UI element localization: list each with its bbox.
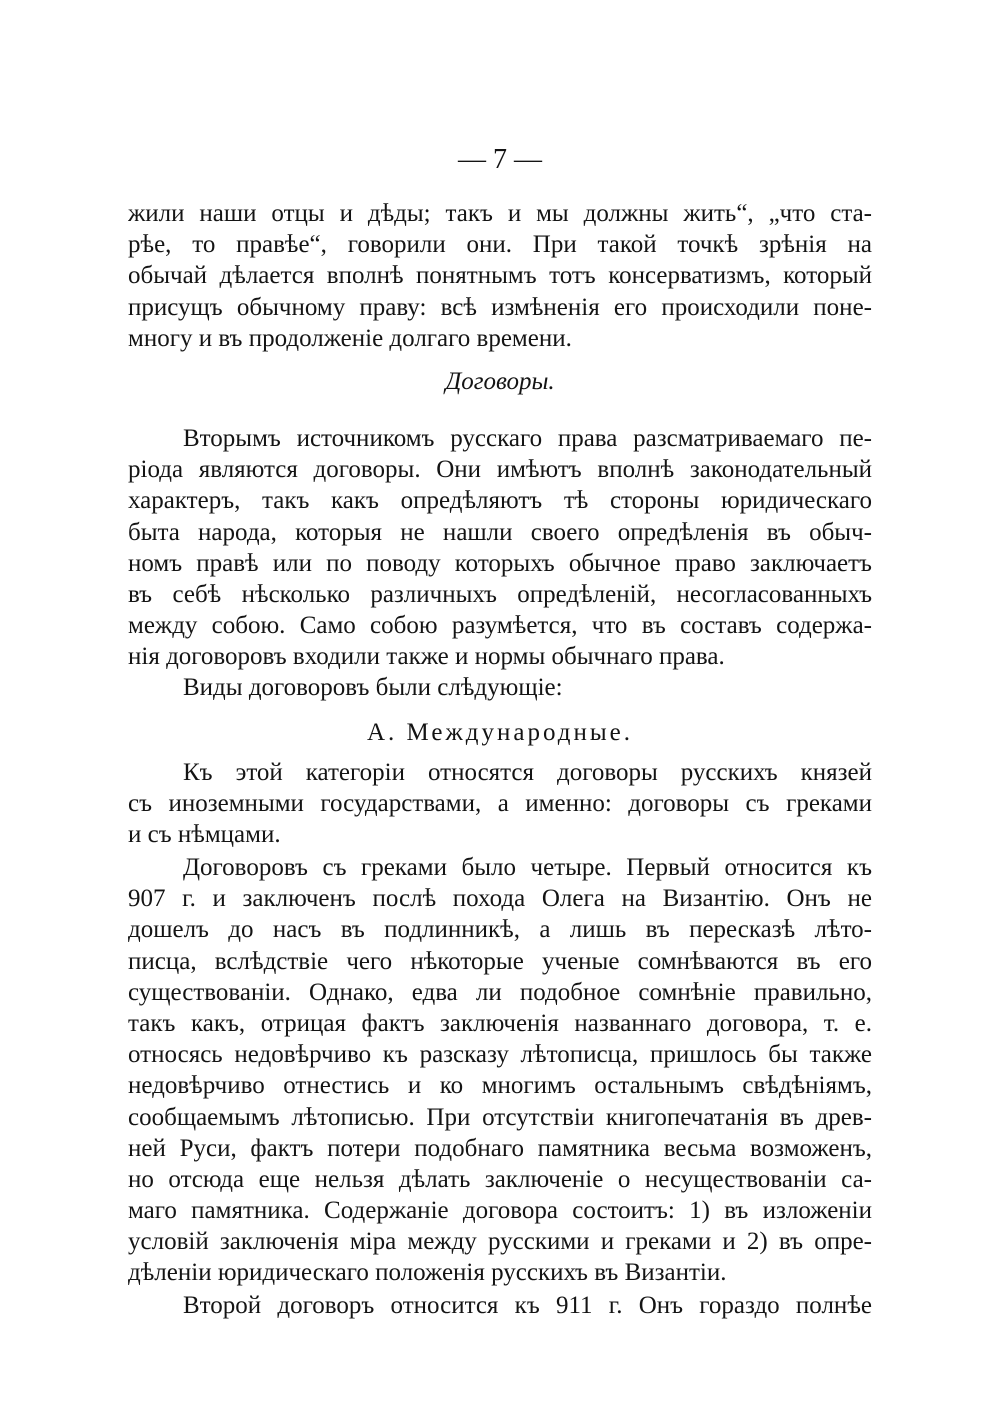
text-line: жили наши отцы и дѣды; такъ и мы должны жить“, „что ста- <box>128 200 872 227</box>
text-line: и съ нѣмцами. <box>128 821 281 849</box>
text-line: писца, вслѣдствіе чего нѣкоторые ученые сомнѣваются въ его <box>128 947 872 975</box>
paragraph-4 <box>128 757 872 851</box>
text-line: рѣе, то правѣе“, говорили они. При такой точкѣ зрѣнія на <box>128 231 872 259</box>
text-line: недовѣрчиво отнестись и ко многимъ остальнымъ свѣдѣніямъ, <box>128 1072 872 1100</box>
page-number: — 7 — <box>458 144 542 175</box>
text-line: въ себѣ нѣсколько различныхъ опредѣленій, несогласованныхъ <box>128 580 872 608</box>
text-line: ней Руси, фактъ потери подобнаго памятника весьма возможенъ, <box>128 1134 872 1162</box>
text-line: нія договоровъ входили также и нормы обычнаго права. <box>128 643 725 671</box>
text-line: дѣленіи юридическаго положенія русскихъ въ Византіи. <box>128 1259 727 1287</box>
text-line: но отсюда еще нельзя дѣлать заключеніе о несуществованіи са- <box>128 1165 872 1193</box>
text-line: существованіи. Однако, едва ли подобное сомнѣніе правильно, <box>128 978 872 1006</box>
text-line: быта народа, которыя не нашли своего опредѣленія въ обыч- <box>128 518 872 546</box>
paragraph-5 <box>128 852 872 1289</box>
text-line: многу и въ продолженіе долгаго времени. <box>128 324 572 352</box>
text-line: такъ какъ, отрицая фактъ заключенія названнаго договора, т. е. <box>128 1009 872 1037</box>
section-heading-international: А. Международные. <box>366 719 634 746</box>
text-line: ріода являются договоры. Они имѣютъ вполнѣ законодательный <box>128 456 872 484</box>
text-line: сообщаемымъ лѣтописью. При отсутствіи книгопечатанія въ древ- <box>128 1103 872 1131</box>
text-line: Къ этой категоріи относятся договоры русскихъ князей <box>183 759 872 786</box>
text-line: маго памятника. Содержаніе договора состоитъ: 1) въ изложеніи <box>128 1197 872 1225</box>
text-line: дошелъ до насъ въ подлинникѣ, а лишь въ пересказѣ лѣто- <box>128 916 872 944</box>
text-line: обычай дѣлается вполнѣ понятнымъ тотъ консерватизмъ, который <box>128 262 872 290</box>
text-line: 907 г. и заключенъ послѣ похода Олега на Византію. Онъ не <box>128 885 872 913</box>
text-line: Виды договоровъ были слѣдующіе: <box>183 674 563 701</box>
text-line: относясь недовѣрчиво къ разсказу лѣтописца, пришлось бы также <box>128 1041 872 1069</box>
text-line: съ иноземными государствами, а именно: договоры съ греками <box>128 790 872 818</box>
paragraph-1 <box>128 198 872 354</box>
paragraph-2 <box>128 423 872 673</box>
text-line: между собою. Само собою разумѣется, что въ составъ содержа- <box>128 612 872 640</box>
text-line: Договоровъ съ греками было четыре. Первый относится къ <box>183 854 872 881</box>
text-line: условій заключенія міра между русскими и греками и 2) въ опре- <box>128 1228 872 1256</box>
text-line: Второй договоръ относится къ 911 г. Онъ гораздо полнѣе <box>183 1292 872 1319</box>
paragraph-3 <box>128 672 872 703</box>
paragraph-6 <box>128 1290 872 1321</box>
text-line: номъ правѣ или по поводу которыхъ обычное право заключаетъ <box>128 549 872 577</box>
text-line: присущъ обычному праву: всѣ измѣненія его происходили поне- <box>128 293 872 321</box>
text-line: характеръ, такъ какъ опредѣляютъ тѣ стороны юридическаго <box>128 487 872 515</box>
text-line: Вторымъ источникомъ русскаго права разсматриваемаго пе- <box>183 425 872 452</box>
section-heading-treaties: Договоры. <box>445 368 555 395</box>
